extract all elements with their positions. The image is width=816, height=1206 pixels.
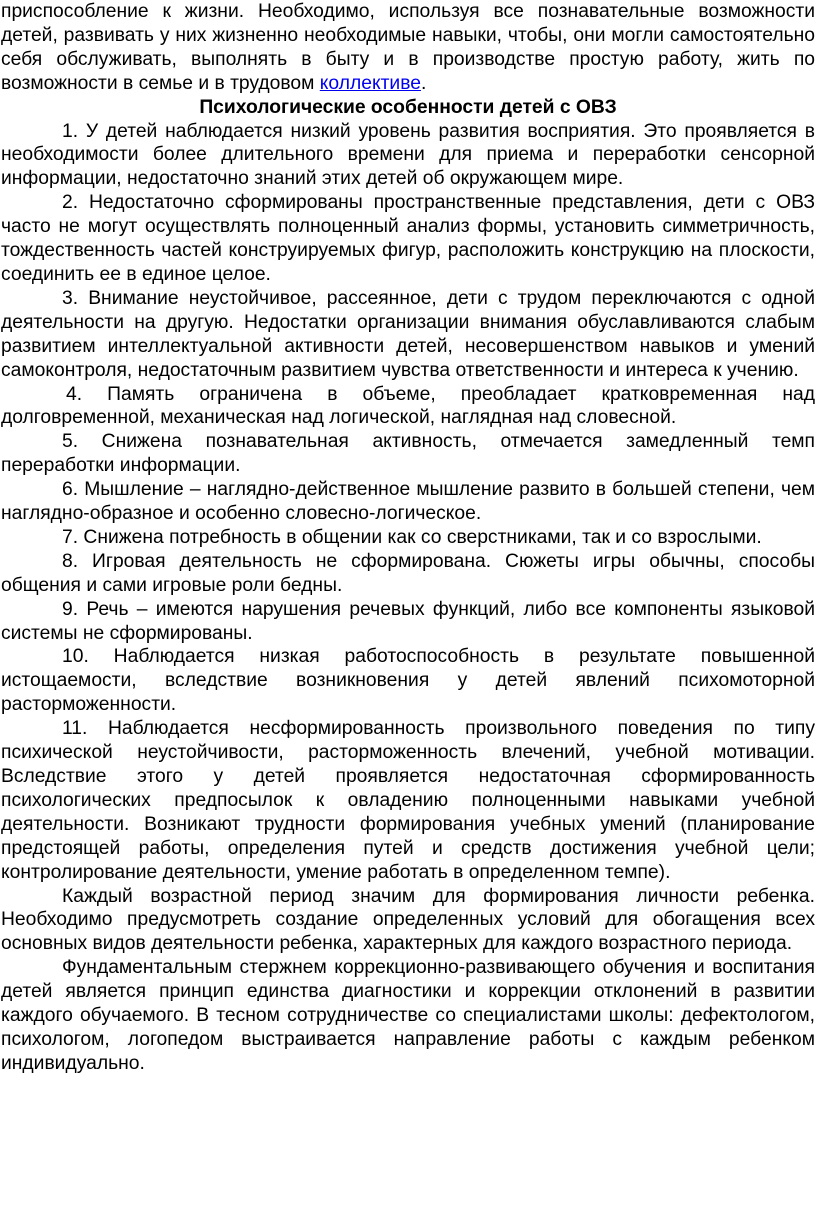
- list-item-1: 1. У детей наблюдается низкий уровень развития восприятия. Это проявляется в необходимости более длительного времени для приема и переработки сенсорной информации, недостаточно знаний этих детей об окружающем мире.: [1, 120, 815, 190]
- list-item-5: 5. Снижена познавательная активность, отмечается замедленный темп переработки информации.: [1, 431, 815, 477]
- intro-end: .: [420, 72, 427, 94]
- closing-paragraph-2: Фундаментальным стержнем коррекционно-развивающего обучения и воспитания детей является принцип единства диагностики и коррекции отклонений в развитии каждого обучаемого. В тесном сотрудничестве со специалистами школы: дефектологом, психологом, логопедом выстраивается направление работы с каждым ребенком индивидуально.: [1, 957, 815, 1074]
- list-item-2: 2. Недостаточно сформированы пространственные представления, дети с ОВЗ часто не могут осуществлять полноценный анализ формы, установить симметричность, тождественность частей конструируемых фигур, расположить конструкцию на плоскости, соединить ее в единое целое.: [1, 192, 815, 285]
- list-item-11: 11. Наблюдается несформированность произвольного поведения по типу психической неустойчивости, расторможенность влечений, учебной мотивации. Вследствие этого у детей проявляется недостаточная сформированность психологических предпосылок к овладению полноценными навыками учебной деятельности. Возникают трудности формирования учебных умений (планирование предстоящей работы, определения путей и средств достижения учебной цели; контролирование деятельности, умение работать в определенном темпе).: [1, 718, 815, 883]
- list-item-10: 10. Наблюдается низкая работоспособность в результате повышенной истощаемости, вследствие возникновения у детей явлений психомоторной расторможенности.: [1, 646, 815, 716]
- section-heading: Психологические особенности детей с ОВЗ: [199, 96, 617, 118]
- intro-text: приспособление к жизни. Необходимо, используя все познавательные возможности детей, развивать у них жизненно необходимые навыки, чтобы, они могли самостоятельно себя обслуживать, выполнять в быту и в производстве простую работу, жить по возможности в семье и в трудовом: [1, 1, 815, 94]
- collective-link[interactable]: коллективе: [319, 72, 421, 94]
- intro-paragraph: [1, 0, 815, 96]
- list-item-8: 8. Игровая деятельность не сформирована. Сюжеты игры обычны, способы общения и сами игровые роли бедны.: [1, 550, 815, 596]
- list-item-4: 4. Память ограничена в объеме, преобладает кратковременная над долговременной, механическая над логической, наглядная над словесной.: [1, 383, 815, 429]
- closing-paragraph-1: Каждый возрастной период значим для формирования личности ребенка. Необходимо предусмотреть создание определенных условий для обогащения всех основных видов деятельности ребенка, характерных для каждого возрастного периода.: [1, 885, 815, 955]
- list-item-3: 3. Внимание неустойчивое, рассеянное, дети с трудом переключаются с одной деятельности на другую. Недостатки организации внимания обуславливаются слабым развитием интеллектуальной активности детей, несовершенством навыков и умений самоконтроля, недостаточным развитием чувства ответственности и интереса к учению.: [1, 287, 815, 381]
- list-item-6: 6. Мышление – наглядно-действенное мышление развито в большей степени, чем наглядно-образное и особенно словесно-логическое.: [1, 479, 815, 525]
- list-item-9: 9. Речь – имеются нарушения речевых функций, либо все компоненты языковой системы не сформированы.: [1, 598, 815, 644]
- list-item-7: 7. Снижена потребность в общении как со сверстниками, так и со взрослыми.: [62, 526, 762, 548]
- document-page: [1, 0, 815, 1076]
